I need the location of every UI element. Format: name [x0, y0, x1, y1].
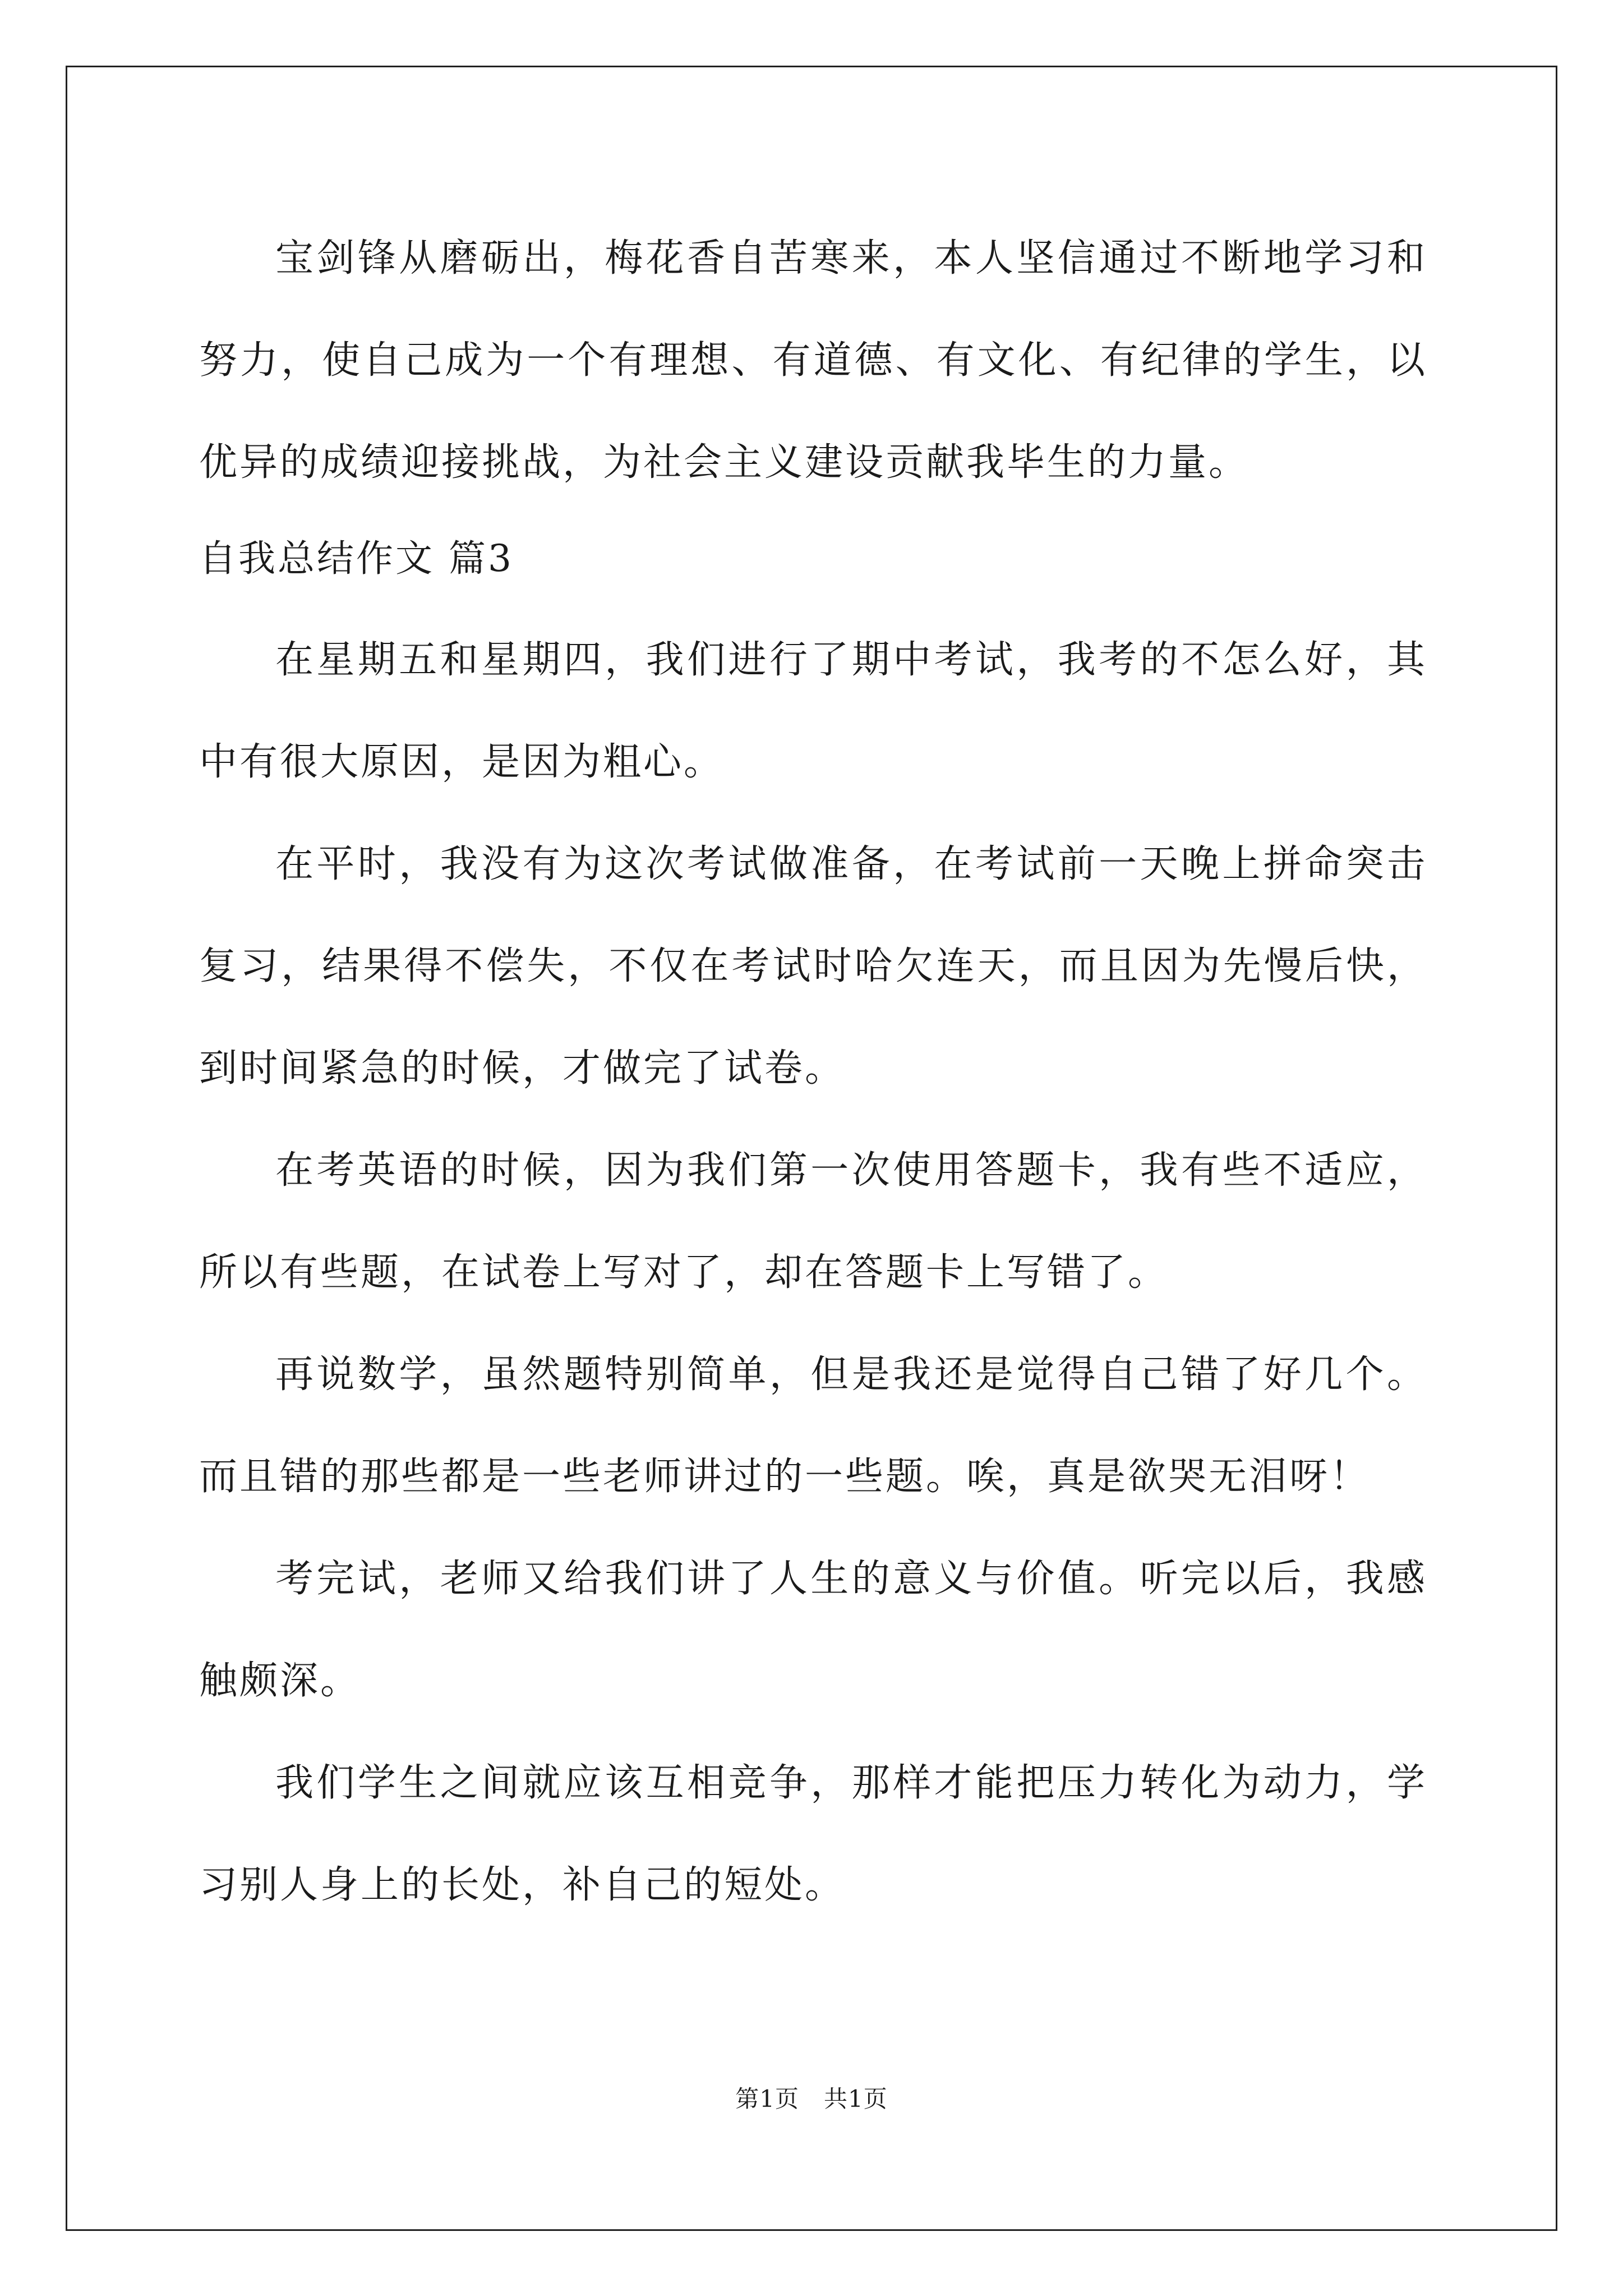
- heading-spacer: [199, 604, 1427, 609]
- paragraph-1: 在星期五和星期四，我们进行了期中考试，我考的不怎么好，其中有很大原因，是因为粗心。: [199, 638, 1427, 784]
- paragraph-3: 在考英语的时候，因为我们第一次使用答题卡，我有些不适应，所以有些题，在试卷上写对了，却在答题卡上写错了。: [199, 1148, 1427, 1295]
- paragraph-5: 考完试，老师又给我们讲了人生的意义与价值。听完以后，我感触颇深。: [199, 1557, 1427, 1703]
- page-number-current: 第1页: [735, 2085, 799, 2113]
- page-footer: [0, 2082, 1623, 2116]
- section-heading: 自我总结作文 篇3: [199, 537, 514, 580]
- paragraph-2: 在平时，我没有为这次考试做准备，在考试前一天晚上拼命突击复习，结果得不偿失，不仅在考试时哈欠连天，而且因为先慢后快，到时间紧急的时候，才做完了试卷。: [199, 842, 1427, 1091]
- paragraph-6: 我们学生之间就应该互相竞争，那样才能把压力转化为动力，学习别人身上的长处，补自己的短处。: [199, 1761, 1427, 1907]
- document-body: [199, 208, 1427, 1936]
- paragraph-4: 再说数学，虽然题特别简单，但是我还是觉得自己错了好几个。而且错的那些都是一些老师讲过的一些题。唉，真是欲哭无泪呀！: [199, 1352, 1427, 1499]
- intro-paragraph: 宝剑锋从磨砺出，梅花香自苦寒来，本人坚信通过不断地学习和努力，使自己成为一个有理想、有道德、有文化、有纪律的学生，以优异的成绩迎接挑战，为社会主义建设贡献我毕生的力量。: [199, 236, 1427, 485]
- page-number-total: 共1页: [824, 2085, 888, 2113]
